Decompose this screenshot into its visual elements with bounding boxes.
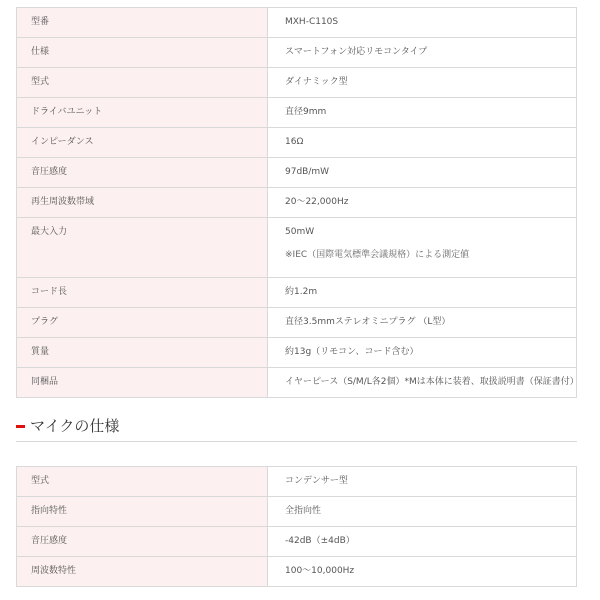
spec-value: 約1.2m <box>268 278 577 308</box>
spec-label: 指向特性 <box>17 497 268 527</box>
spec-value: スマートフォン対応リモコンタイプ <box>268 38 577 68</box>
spec-value: 全指向性 <box>268 497 577 527</box>
spec-label: 型番 <box>17 8 268 38</box>
spec-value: 16Ω <box>268 128 577 158</box>
spec-label: 型式 <box>17 467 268 497</box>
spec-value: 20～22,000Hz <box>268 188 577 218</box>
spec-row-driver-unit <box>17 98 577 128</box>
spec-row-weight <box>17 338 577 368</box>
spec-row-frequency-range <box>17 188 577 218</box>
spec-value: 97dB/mW <box>268 158 577 188</box>
headphone-spec-table <box>16 7 577 398</box>
spec-value: イヤーピース（S/M/L各2個）*Mは本体に装着、取扱説明書（保証書付） <box>268 368 577 398</box>
mic-row-frequency-response <box>17 557 577 587</box>
spec-row-accessories <box>17 368 577 398</box>
mic-row-sensitivity <box>17 527 577 557</box>
spec-label: 最大入力 <box>17 218 268 278</box>
spec-label: ドライバユニット <box>17 98 268 128</box>
spec-label: コード長 <box>17 278 268 308</box>
spec-value-cell <box>268 218 577 278</box>
spec-row-type <box>17 68 577 98</box>
heading-accent-bar <box>16 425 25 428</box>
spec-value: コンデンサー型 <box>268 467 577 497</box>
spec-label: 質量 <box>17 338 268 368</box>
spec-label: 型式 <box>17 68 268 98</box>
spec-row-sensitivity <box>17 158 577 188</box>
spec-label: 再生周波数帯域 <box>17 188 268 218</box>
mic-section-title: マイクの仕様 <box>30 417 120 435</box>
spec-value: 直径3.5mmステレオミニプラグ （L型） <box>268 308 577 338</box>
spec-label: プラグ <box>17 308 268 338</box>
spec-label: 音圧感度 <box>17 158 268 188</box>
spec-value: MXH-C110S <box>268 8 577 38</box>
spec-row-plug <box>17 308 577 338</box>
mic-section-heading <box>16 411 577 442</box>
spec-label: 音圧感度 <box>17 527 268 557</box>
mic-row-type <box>17 467 577 497</box>
spec-value: 約13g（リモコン、コード含む） <box>268 338 577 368</box>
spec-label: 仕様 <box>17 38 268 68</box>
spec-label: 同梱品 <box>17 368 268 398</box>
spec-value: ダイナミック型 <box>268 68 577 98</box>
spec-value: -42dB（±4dB） <box>268 527 577 557</box>
spec-row-impedance <box>17 128 577 158</box>
spec-value: 100～10,000Hz <box>268 557 577 587</box>
spec-row-model <box>17 8 577 38</box>
spec-row-cord-length <box>17 278 577 308</box>
spec-label: インピーダンス <box>17 128 268 158</box>
spec-label: 周波数特性 <box>17 557 268 587</box>
spec-value: 直径9mm <box>268 98 577 128</box>
spec-value: 50mW <box>285 227 315 237</box>
spec-row-max-input <box>17 218 577 278</box>
mic-row-directivity <box>17 497 577 527</box>
mic-spec-table <box>16 466 577 587</box>
spec-note: ※IEC（国際電気標準会議規格）による測定値 <box>285 250 470 260</box>
spec-row-specification <box>17 38 577 68</box>
